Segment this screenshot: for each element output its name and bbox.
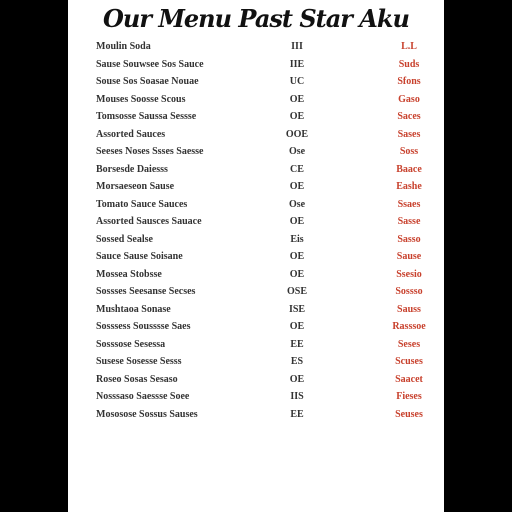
- menu-item-name: Sosssess Sousssse Saes: [96, 321, 191, 332]
- menu-item-row: [68, 248, 444, 266]
- menu-item-name: Nosssaso Saessse Soee: [96, 391, 190, 402]
- menu-item-name: Assorted Sauces: [96, 128, 166, 140]
- menu-item-code: EE: [290, 408, 304, 420]
- menu-item-code: OE: [289, 321, 305, 332]
- menu-item-code: UC: [289, 76, 305, 87]
- menu-item-code: OE: [289, 268, 305, 280]
- menu-item-row: [68, 126, 444, 144]
- menu-item-price: Rasssoe: [392, 321, 426, 332]
- menu-item-row: [68, 301, 444, 319]
- menu-item-code: ISE: [288, 303, 306, 315]
- menu-item-price: Ssesio: [396, 268, 422, 280]
- menu-item-price: Saacet: [395, 373, 423, 385]
- menu-item-name: Tomato Sauce Sauces: [96, 198, 188, 210]
- menu-item-row: [68, 336, 444, 354]
- menu-item-name: Seeses Noses Ssses Saesse: [96, 146, 204, 157]
- menu-item-price: Soss: [399, 146, 419, 157]
- menu-item-code: ES: [290, 356, 304, 367]
- menu-item-name: Assorted Sausces Sauace: [96, 216, 202, 227]
- menu-item-row: [68, 213, 444, 231]
- menu-item-name: Borsesde Daiesss: [96, 163, 168, 175]
- menu-item-row: [68, 56, 444, 74]
- menu-item-row: [68, 73, 444, 91]
- menu-item-name: Mouses Soosse Scous: [96, 93, 186, 105]
- menu-item-code: Eis: [290, 233, 304, 245]
- menu-item-code: EE: [290, 338, 304, 350]
- menu-item-price: Eashe: [396, 181, 422, 192]
- menu-item-price: Sfons: [397, 76, 421, 87]
- menu-item-row: [68, 161, 444, 179]
- menu-item-code: OE: [289, 216, 305, 227]
- menu-item-name: Mushtaoa Sonase: [96, 303, 171, 315]
- menu-item-price: Fieses: [396, 391, 422, 402]
- menu-item-price: Baace: [396, 163, 422, 175]
- menu-item-code: IIS: [290, 391, 304, 402]
- menu-item-code: OSE: [286, 286, 307, 297]
- menu-item-code: IIE: [289, 58, 305, 70]
- menu-item-row: [68, 91, 444, 109]
- menu-item-row: [68, 371, 444, 389]
- menu-item-row: [68, 406, 444, 424]
- menu-item-price: Scuses: [395, 356, 423, 367]
- menu-item-code: OE: [289, 373, 305, 385]
- menu-item-price: Sases: [397, 128, 421, 140]
- menu-item-row: [68, 318, 444, 336]
- menu-item-price: Seses: [397, 338, 421, 350]
- menu-item-name: Sosssose Sesessa: [96, 338, 166, 350]
- menu-item-price: L.L: [401, 41, 417, 52]
- menu-item-row: [68, 231, 444, 249]
- menu-page: [68, 0, 444, 512]
- menu-item-name: Moulin Soda: [96, 41, 151, 52]
- menu-item-name: Morsaeseon Sause: [96, 181, 175, 192]
- menu-item-name: Souse Sos Soasae Nouae: [96, 76, 199, 87]
- menu-list: [68, 38, 444, 423]
- menu-item-name: Susese Sosesse Sesss: [96, 356, 182, 367]
- menu-item-price: Suds: [398, 58, 420, 70]
- menu-item-name: Sossed Sealse: [96, 233, 153, 245]
- menu-item-code: Ose: [288, 146, 306, 157]
- menu-item-name: Mossea Stobsse: [96, 268, 162, 280]
- menu-item-code: OE: [289, 251, 305, 262]
- menu-item-code: CE: [290, 163, 304, 175]
- menu-item-name: Sause Souwsee Sos Sauce: [96, 58, 204, 70]
- menu-title: Our Menu Past Star Aku: [102, 4, 410, 33]
- menu-item-row: [68, 38, 444, 56]
- menu-item-row: [68, 388, 444, 406]
- menu-item-code: Ose: [288, 198, 306, 210]
- menu-item-price: Ssaes: [397, 198, 421, 210]
- menu-item-name: Sauce Sause Soisane: [96, 251, 183, 262]
- menu-item-row: [68, 283, 444, 301]
- menu-item-price: Sauss: [397, 303, 421, 315]
- menu-item-price: Seuses: [395, 408, 423, 420]
- menu-item-price: Sasso: [397, 233, 421, 245]
- menu-item-code: III: [291, 41, 303, 52]
- menu-item-row: [68, 353, 444, 371]
- menu-item-name: Tomsosse Saussa Sessse: [96, 111, 197, 122]
- menu-item-name: Sossses Seesanse Secses: [96, 286, 196, 297]
- menu-item-row: [68, 178, 444, 196]
- menu-item-code: OE: [289, 111, 305, 122]
- menu-item-name: Mososose Sossus Sauses: [96, 408, 198, 420]
- menu-item-row: [68, 143, 444, 161]
- menu-item-row: [68, 108, 444, 126]
- menu-item-price: Sasse: [397, 216, 421, 227]
- menu-item-price: Saces: [397, 111, 421, 122]
- menu-item-row: [68, 266, 444, 284]
- menu-item-name: Roseo Sosas Sesaso: [96, 373, 178, 385]
- menu-item-code: OOE: [285, 128, 309, 140]
- menu-item-row: [68, 196, 444, 214]
- menu-item-code: OE: [289, 93, 305, 105]
- menu-item-price: Sause: [396, 251, 422, 262]
- menu-item-price: Sossso: [395, 286, 423, 297]
- menu-item-code: OE: [289, 181, 305, 192]
- menu-item-price: Gaso: [398, 93, 420, 105]
